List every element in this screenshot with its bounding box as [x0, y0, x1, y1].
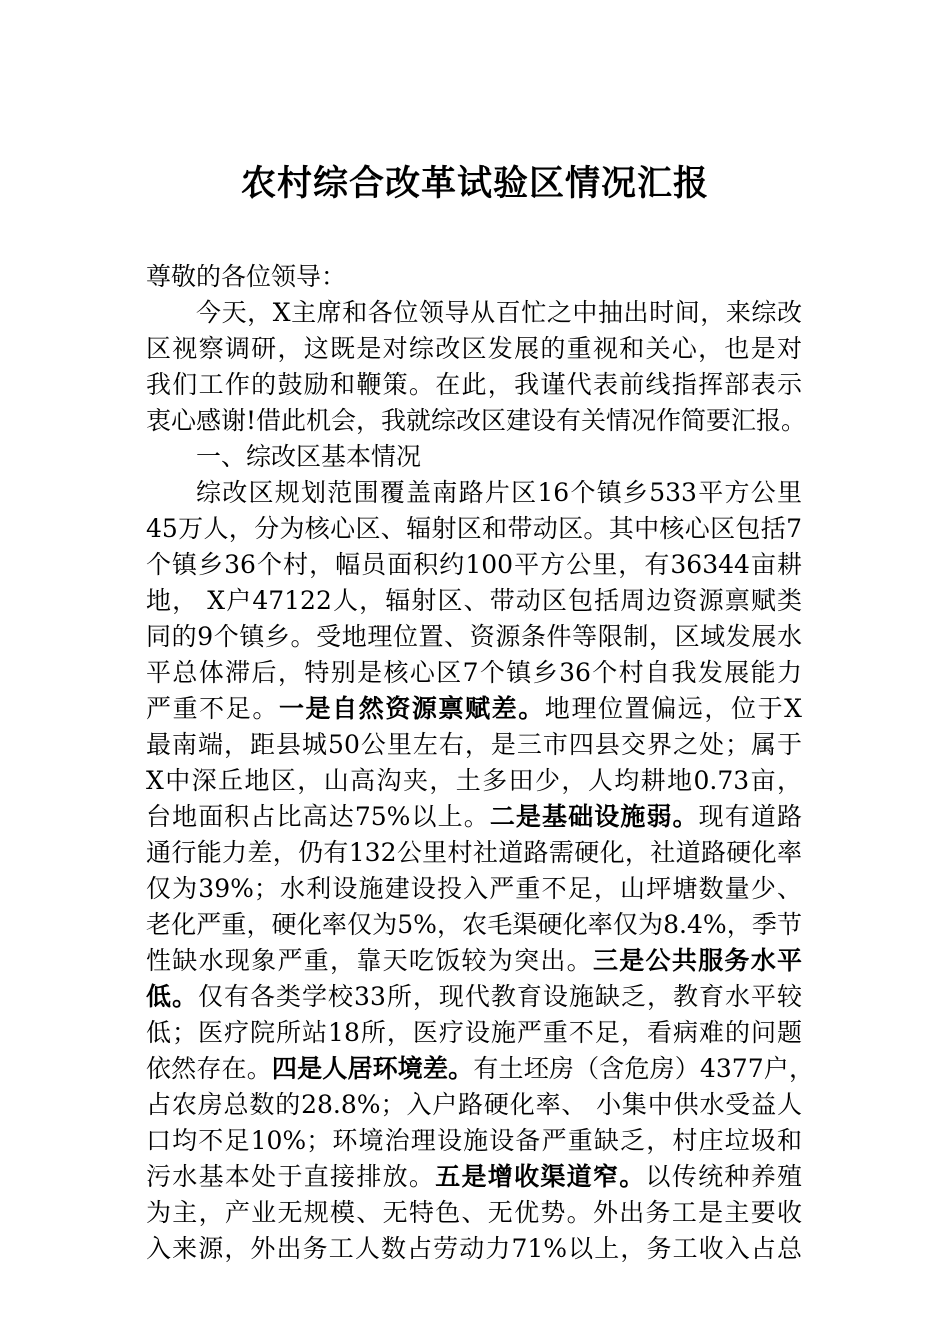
body-line-15 [146, 979, 802, 1015]
bold-point-one: 一是自然资源禀赋差。 [278, 694, 545, 723]
intro-line-2: 区视察调研，这既是对综改区发展的重视和关心，也是对 [146, 334, 802, 363]
intro-line-4: 衷心感谢!借此机会，我就综改区建设有关情况作简要汇报。 [146, 406, 807, 435]
body-text: 台地面积占比高达75%以上。 [146, 802, 490, 831]
document-title: 农村综合改革试验区情况汇报 [240, 163, 709, 204]
bold-point-two: 二是基础设施弱。 [489, 802, 699, 831]
body-line-3: 个镇乡36个村，幅员面积约100平方公里，有36344亩耕 [146, 550, 802, 579]
bold-point-three: 三是公共服务水平 [592, 946, 802, 975]
body-line-9: X中深丘地区，山高沟夹，土多田少，人均耕地0.73亩， [146, 766, 802, 795]
greeting: 尊敬的各位领导： [146, 262, 347, 291]
body-line-14 [146, 943, 802, 979]
body-line-1: 综改区规划范围覆盖南路片区16个镇乡533平方公里 [196, 478, 802, 507]
body-line-20 [146, 1159, 802, 1195]
body-line-13: 老化严重，硬化率仅为5%，农毛渠硬化率仅为8.4%，季节 [146, 910, 802, 939]
body-line-5: 同的9个镇乡。受地理位置、资源条件等限制，区域发展水 [146, 622, 802, 651]
body-line-16: 低；医疗院所站18所，医疗设施严重不足，看病难的问题 [146, 1018, 802, 1047]
body-line-6: 平总体滞后，特别是核心区7个镇乡36个村自我发展能力 [146, 658, 802, 687]
bold-point-three-end: 低。 [146, 982, 199, 1011]
body-text: 污水基本处于直接排放。 [146, 1162, 436, 1191]
body-line-18: 占农房总数的28.8%；入户路硬化率、 小集中供水受益人 [146, 1090, 802, 1119]
body-text: 性缺水现象严重，靠天吃饭较为突出。 [146, 946, 593, 975]
body-text: 严重不足。 [146, 694, 279, 723]
body-line-17 [146, 1051, 814, 1087]
body-text: 依然存在。 [146, 1054, 272, 1083]
bold-point-four: 四是人居环境差。 [271, 1054, 474, 1083]
body-text: 仅有各类学校33所，现代教育设施缺乏，教育水平较 [198, 982, 802, 1011]
bold-point-five: 五是增收渠道窄。 [435, 1162, 646, 1191]
body-line-19: 口均不足10%；环境治理设施设备严重缺乏，村庄垃圾和 [146, 1126, 802, 1155]
intro-line-1: 今天，X主席和各位领导从百忙之中抽出时间，来综改 [196, 298, 802, 327]
body-line-7 [146, 691, 802, 727]
body-line-21: 为主，产业无规模、无特色、无优势。外出务工是主要收 [146, 1198, 802, 1227]
section-heading: 一、综改区基本情况 [196, 442, 422, 471]
body-text: 有土坯房（含危房）4377户， [473, 1054, 814, 1083]
body-text: 现有道路 [698, 802, 802, 831]
body-line-4: 地， X户47122人，辐射区、带动区包括周边资源禀赋类 [146, 586, 802, 615]
body-text: 地理位置偏远，位于X [544, 694, 802, 723]
body-line-11: 通行能力差，仍有132公里村社道路需硬化，社道路硬化率 [146, 838, 802, 867]
body-line-10 [146, 799, 802, 835]
body-text: 以传统种养殖 [645, 1162, 802, 1191]
intro-line-3: 我们工作的鼓励和鞭策。在此，我谨代表前线指挥部表示 [146, 370, 802, 399]
body-line-8: 最南端，距县城50公里左右，是三市四县交界之处；属于 [146, 730, 802, 759]
body-line-12: 仅为39%；水利设施建设投入严重不足，山坪塘数量少、 [146, 874, 802, 903]
body-line-2: 45万人，分为核心区、辐射区和带动区。其中核心区包括7 [146, 514, 802, 543]
body-line-22: 入来源，外出务工人数占劳动力71%以上，务工收入占总 [146, 1234, 802, 1263]
